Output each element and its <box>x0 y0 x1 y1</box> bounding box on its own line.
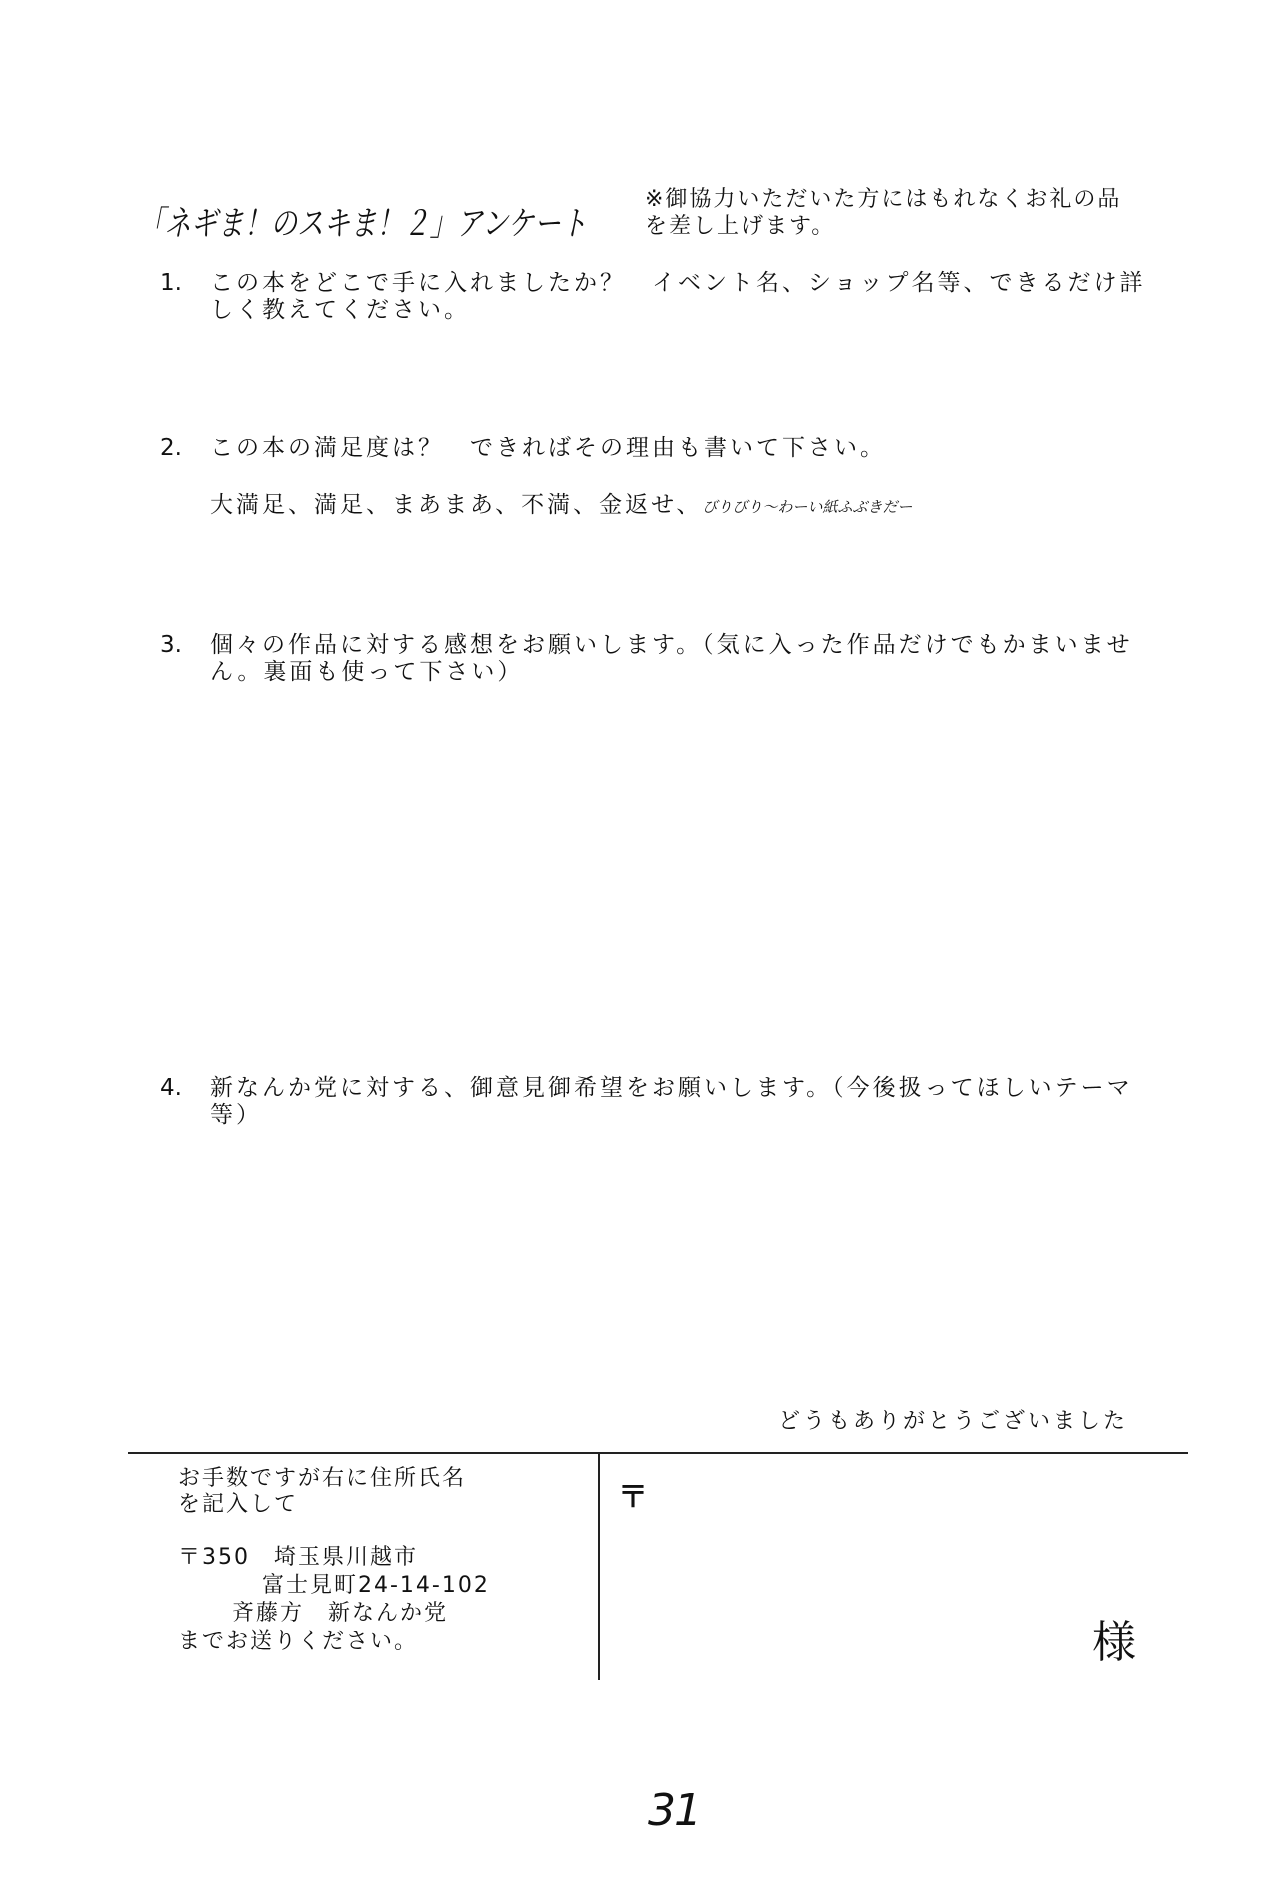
gift-note-line: を差し上げます。 <box>645 214 836 239</box>
gift-note <box>645 186 1121 240</box>
question-number: 2. <box>160 435 182 461</box>
satisfaction-options <box>210 492 912 521</box>
question-text: しく教えてください。 <box>210 297 470 323</box>
options-printed: 大満足、満足、まあまあ、不満、金返せ、 <box>210 492 703 518</box>
question-number: 3. <box>160 632 182 658</box>
question-text: 個々の作品に対する感想をお願いします。（気に入った作品だけでもかまいませ <box>210 632 1133 658</box>
honorific: 様 <box>1092 1617 1136 1668</box>
address-line: 〒350 埼玉県川越市 <box>178 1545 418 1570</box>
thanks-text: どうもありがとうございました <box>778 1409 1129 1434</box>
options-handwritten: びりびり～わーい紙ふぶきだー <box>702 498 913 516</box>
address-line: 富士見町24-14-102 <box>262 1573 490 1598</box>
address-line: までお送りください。 <box>178 1629 419 1654</box>
question-number: 1. <box>160 270 182 296</box>
question-text: 等） <box>210 1102 262 1128</box>
address-line: 斉藤方 新なんか党 <box>232 1601 449 1626</box>
question-text: この本をどこで手に入れましたか？ イベント名、ショップ名等、できるだけ詳 <box>210 270 1146 296</box>
question-number: 4. <box>160 1075 182 1101</box>
divider-horizontal <box>128 1452 1188 1454</box>
question-text: この本の満足度は？ できればその理由も書いて下さい。 <box>210 435 886 461</box>
instruction-line: お手数ですが右に住所氏名 <box>178 1466 467 1491</box>
divider-vertical <box>598 1452 600 1680</box>
instruction-line: を記入して <box>178 1492 299 1517</box>
survey-title: 「ネギま！のスキま！２」アンケート <box>138 204 588 244</box>
question-text: ん。裏面も使って下さい） <box>210 659 524 685</box>
gift-note-line: ※御協力いただいた方にはもれなくお礼の品 <box>645 187 1122 212</box>
question-text: 新なんか党に対する、御意見御希望をお願いします。（今後扱ってほしいテーマ <box>210 1075 1133 1101</box>
page-number: 31 <box>648 1785 700 1836</box>
postal-mark: 〒 <box>618 1480 648 1515</box>
